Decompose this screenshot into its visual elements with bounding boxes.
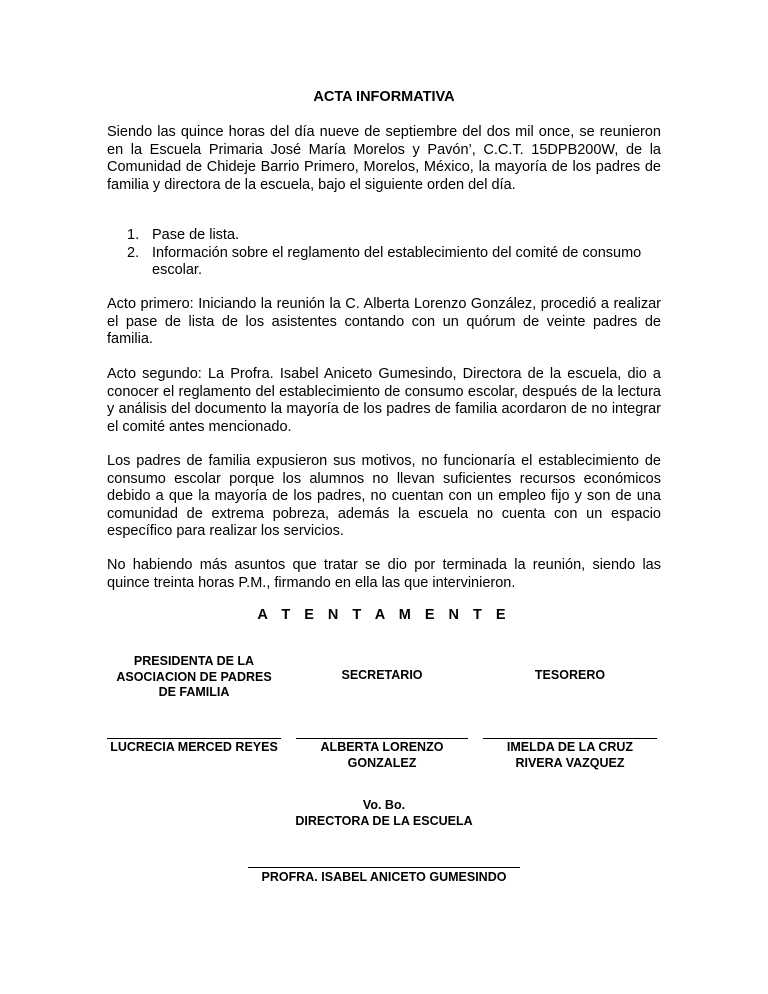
cierre-paragraph [107, 557, 661, 592]
motivos-paragraph [107, 453, 661, 541]
signature-line-tesorero [483, 738, 657, 739]
agenda-item-text: Pase de lista. [152, 227, 240, 243]
approval-block [0, 798, 768, 829]
agenda-item [107, 227, 661, 245]
acto-primero-text: Acto primero: Iniciando la reunión la C. Alberta Lorenzo González, procedió a realizar el pase de lista de los asistentes contando con un quórum de veinte padres de familia. [107, 296, 661, 347]
agenda-item [107, 245, 661, 280]
acto-segundo-paragraph [107, 366, 661, 436]
agenda-list [107, 227, 661, 280]
acto-primero-paragraph [107, 296, 661, 349]
secretario-name: ALBERTA LORENZO GONZALEZ [320, 740, 444, 770]
director-role: DIRECTORA DE LA ESCUELA [295, 813, 473, 828]
document-title: ACTA INFORMATIVA [313, 89, 455, 105]
presidenta-name: LUCRECIA MERCED REYES [110, 740, 278, 754]
tesorero-role: TESORERO [534, 668, 606, 682]
agenda-item-number: 1. [127, 227, 140, 243]
signature-line-secretario [296, 738, 468, 739]
cierre-text: No habiendo más asuntos que tratar se dio por terminada la reunión, siendo las quince treinta horas P.M., firmando en ella las que intervinieron. [107, 557, 661, 591]
intro-paragraph [107, 124, 661, 194]
motivos-text: Los padres de familia expusieron sus motivos, no funcionaría el establecimiento de consumo escolar porque los alumnos no llevan suficientes recursos económicos debido a que la mayoría de los padres, no cuentan con un empleo fijo y son de una comunidad de extrema pobreza, además la escuela no cuenta con un espacio específico para realizar los servicios. [107, 453, 661, 539]
agenda-item-number: 2. [127, 244, 140, 261]
director-name: PROFRA. ISABEL ANICETO GUMESINDO [261, 870, 507, 884]
tesorero-name: IMELDA DE LA CRUZ RIVERA VAZQUEZ [506, 740, 634, 770]
presidenta-role: PRESIDENTA DE LA ASOCIACION DE PADRES DE FAMILIA [116, 654, 272, 699]
vobo-label: Vo. Bo. [362, 798, 406, 812]
closing-salutation: A T E N T A M E N T E [257, 607, 511, 623]
signature-line-presidenta [107, 738, 281, 739]
intro-text: Siendo las quince horas del día nueve de septiembre del dos mil once, se reunieron en la Escuela Primaria José María Morelos y Pavón’, C.C.T. 15DPB200W, de la Comunidad de Chideje Barrio Primero, Morelos, México, la mayoría de los padres de familia y directora de la escuela, bajo el siguiente orden del día. [107, 124, 661, 193]
secretario-role: SECRETARIO [341, 668, 423, 682]
acto-segundo-text: Acto segundo: La Profra. Isabel Aniceto Gumesindo, Directora de la escuela, dio a conocer el reglamento del establecimiento de consumo escolar, después de la lectura y análisis del documento la mayoría de los padres de familia acordaron de no integrar el comité antes mencionado. [107, 366, 661, 435]
signature-line-director [248, 867, 520, 868]
agenda-item-text: Información sobre el reglamento del establecimiento del comité de consumo escolar. [152, 244, 642, 278]
